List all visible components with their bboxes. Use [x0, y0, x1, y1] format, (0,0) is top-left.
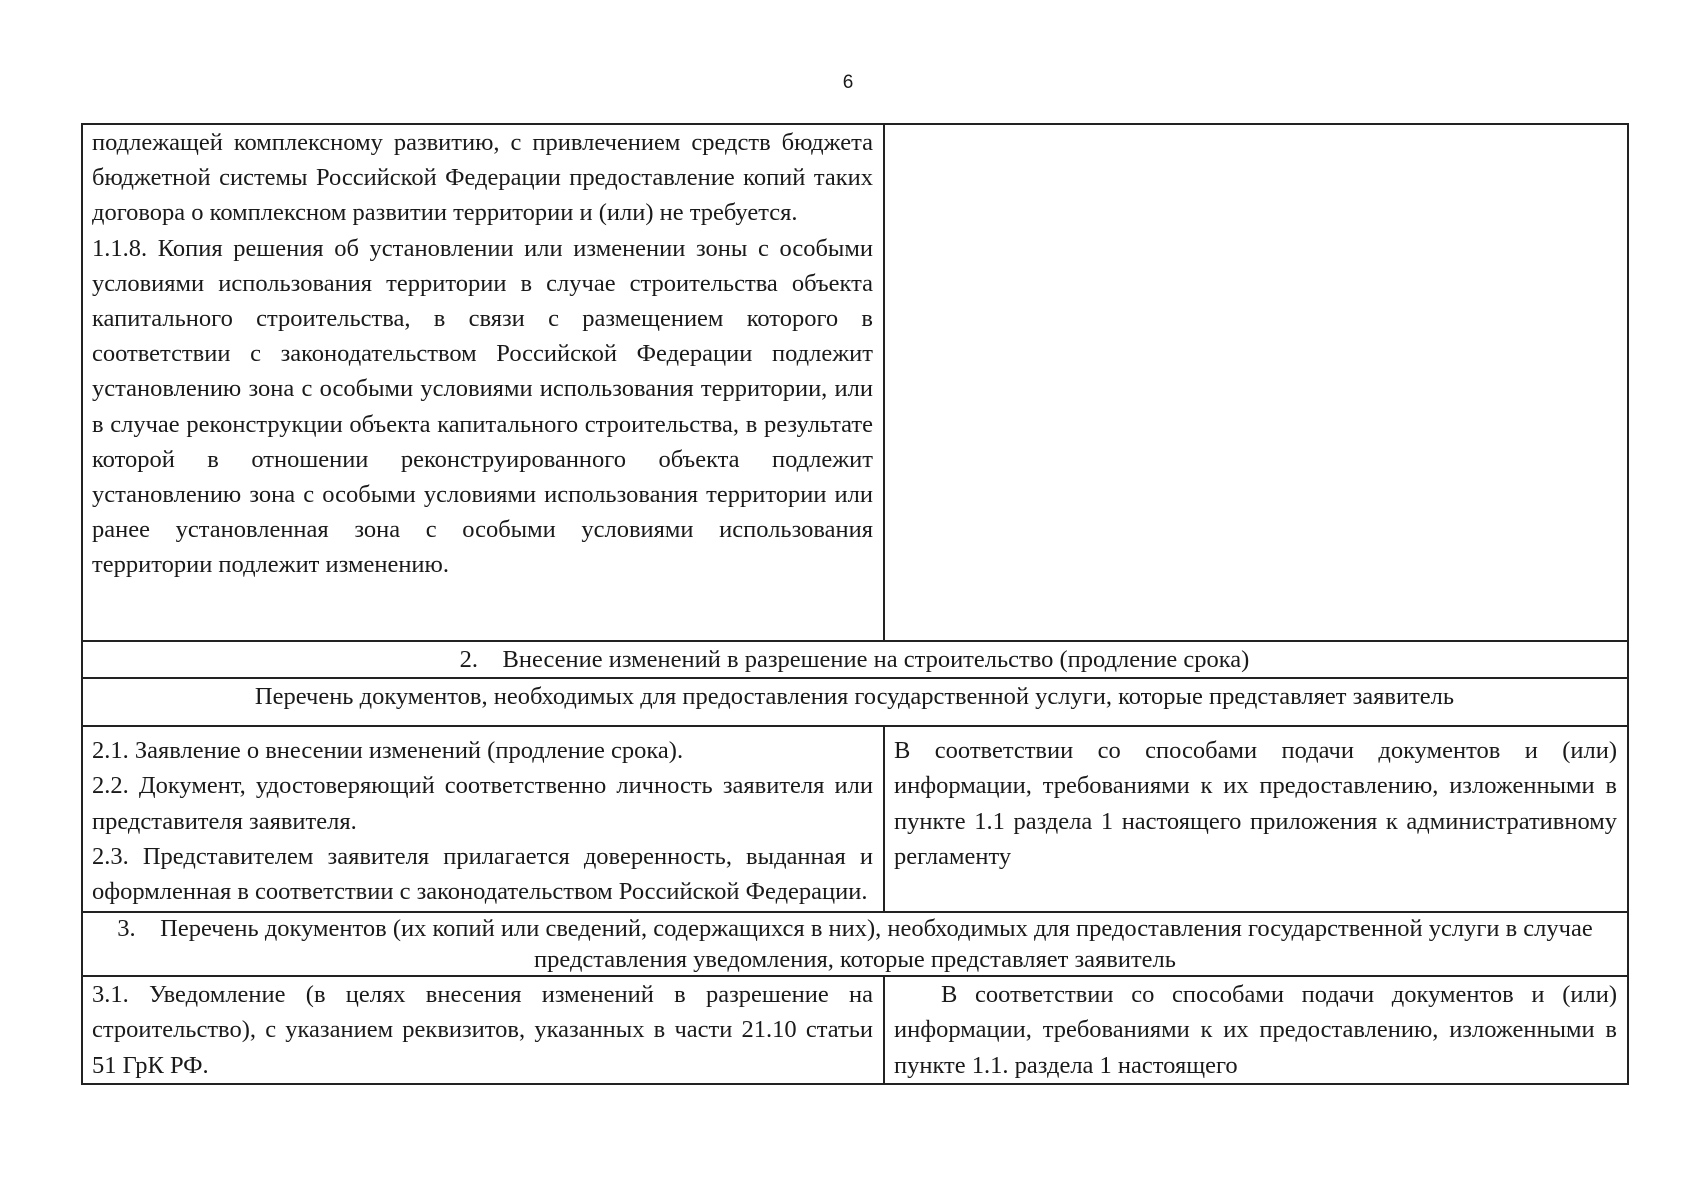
table-row [82, 912, 1628, 976]
page-number: 6 [842, 72, 854, 93]
row1-right-cell [884, 124, 1628, 641]
table-row [82, 678, 1628, 726]
table-row [82, 976, 1628, 1084]
section2-right-text: В соответствии со способами подачи документов и (или) информации, требованиями к их предоставлению, изложенными в пункте 1.1 раздела 1 настоящего приложения к административному регламенту [894, 737, 1617, 870]
row1-paragraph-1: подлежащей комплексному развитию, с привлечением средств бюджета бюджетной системы Российской Федерации предоставление копий таких договора о комплексном развитии территории и (или) не требуется. [92, 129, 873, 227]
section3-title: Перечень документов (их копий или сведений, содержащихся в них), необходимых для предоставления государственной услуги в случае представления уведомления, которые представляет заявитель [160, 915, 1593, 974]
section2-right-cell [884, 726, 1628, 912]
section3-title-cell [82, 912, 1628, 976]
documents-table [81, 123, 1629, 1085]
section2-title-cell [82, 641, 1628, 678]
section3-right-cell [884, 976, 1628, 1084]
table-row [82, 124, 1628, 641]
section2-number: 2. [459, 646, 479, 673]
section2-paragraph-3: 2.3. Представителем заявителя прилагается доверенность, выданная и оформленная в соответствии с законодательством Российской Федерации. [92, 842, 873, 906]
section2-left-cell [82, 726, 884, 912]
section2-subtitle: Перечень документов, необходимых для предоставления государственной услуги, которые представляет заявитель [82, 678, 1628, 726]
section2-title: Внесение изменений в разрешение на строительство (продление срока) [502, 646, 1250, 673]
table-row [82, 726, 1628, 912]
section3-left-text: 3.1. Уведомление (в целях внесения изменений в разрешение на строительство), с указанием реквизитов, указанных в части 21.10 статьи 51 ГрК РФ. [92, 981, 873, 1079]
row1-left-cell [82, 124, 884, 641]
section3-left-cell [82, 976, 884, 1084]
section3-number: 3. [117, 915, 136, 943]
section2-paragraph-2: 2.2. Документ, удостоверяющий соответственно личность заявителя или представителя заявителя. [92, 772, 873, 835]
row1-paragraph-2: 1.1.8. Копия решения об установлении или изменении зоны с особыми условиями использования территории в случае строительства объекта капитального строительства, в связи с размещением которого в соответствии с законодательством Российской Федерации подлежит установлению зона с особыми условиями использования территории, или в случае реконструкции объекта капитального строительства, в результате которой в отношении реконструированного объекта подлежит установлению зона с особыми условиями использования территории или ранее установленная зона с особыми условиями использования территории подлежит изменению. [92, 234, 873, 579]
section2-paragraph-1: 2.1. Заявление о внесении изменений (продление срока). [92, 737, 684, 765]
section3-right-text: В соответствии со способами подачи документов и (или) информации, требованиями к их предоставлению, изложенными в пункте 1.1. раздела 1 настоящего [894, 981, 1617, 1079]
table-row [82, 641, 1628, 678]
